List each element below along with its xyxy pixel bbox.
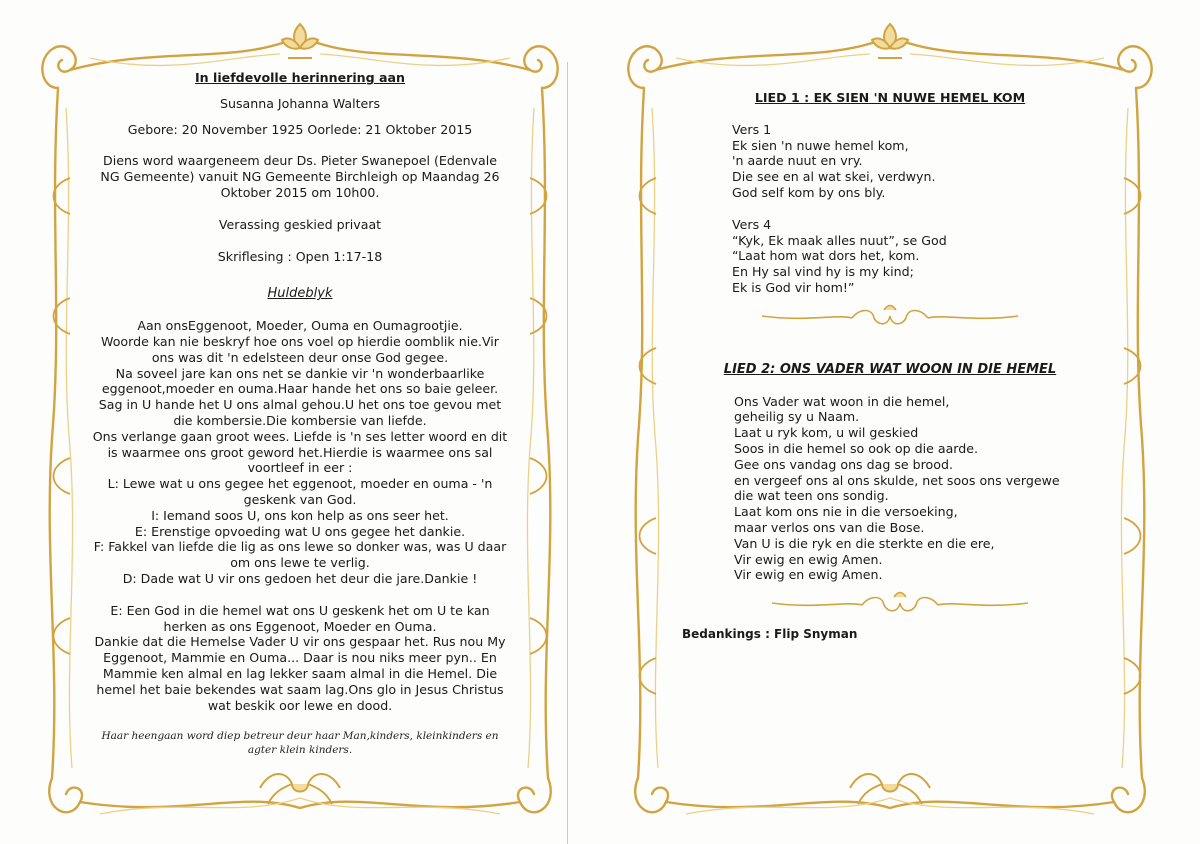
prayer-line: Van U is die ryk en die sterkte en die ere,: [734, 535, 995, 551]
bottom-fleur-ornament: [850, 774, 930, 804]
prayer-line: Ons Vader wat woon in die hemel,: [734, 393, 950, 409]
verse-line: Ek sien 'n nuwe hemel kom,: [732, 137, 909, 153]
service-details: Diens word waargeneem deur Ds. Pieter Swanepoel (Edenvale NG Gemeente) vanuit NG Gemeente Birchleigh op Maandag 26 Oktober 2015 om 10h00.: [100, 153, 500, 200]
closing-line: Dankie dat die Hemelse Vader U vir ons gespaar het. Rus nou My Eggenoot, Mammie en Ouma... Daar is nou niks meer pyn.. En Mammie ken almal en lag lekker saam almal in die Hemel. Die hemel het baie bekendes wat saam lag.Ons glo in Jesus Christus wat beskik oor lewe en dood.: [94, 634, 506, 713]
prayer-line: Vir ewig en ewig Amen.: [734, 567, 883, 583]
left-page: [30, 18, 570, 830]
verse-line: God self kom by ons bly.: [732, 184, 886, 200]
right-page-text: [682, 90, 1092, 643]
prayer-line: maar verlos ons van die Bose.: [734, 519, 925, 535]
prayer-line: Laat kom ons nie in die versoeking,: [734, 504, 958, 520]
verse-line: Ek is God vir hom!”: [732, 279, 855, 295]
prayer-line: en vergeef ons al ons skulde, net soos ons vergewe: [734, 472, 1060, 488]
closing-line: E: Een God in die hemel wat ons U geskenk het om U te kan herken as ons Eggenoot, Moeder en Ouma.: [110, 602, 490, 634]
verse-line: Die see en al wat skei, verdwyn.: [732, 169, 936, 185]
tribute-line: I: Iemand soos U, ons kon help as ons seer het.: [151, 507, 449, 523]
tribute-line: F: Fakkel van liefde die lig as ons lewe so donker was, was U daar om ons lewe te verlig.: [93, 539, 507, 571]
acknowledgements: Bedankings : Flip Snyman: [682, 627, 858, 642]
memorial-heading: In liefdevolle herinnering aan: [194, 70, 406, 85]
scripture-reading: Skriflesing : Open 1:17-18: [217, 248, 383, 264]
prayer-line: Gee ons vandag ons dag se brood.: [734, 456, 953, 472]
prayer-line: die wat teen ons sondig.: [734, 488, 889, 504]
prayer-line: Soos in die hemel so ook op die aarde.: [734, 440, 979, 456]
verse1-label: Vers 1: [732, 121, 772, 137]
verse-line: 'n aarde nuut en vry.: [732, 153, 863, 169]
prayer-line: Laat u ryk kom, u wil geskied: [734, 425, 919, 441]
tribute-line: Woorde kan nie beskryf hoe ons voel op hierdie oomblik nie.Vir ons was dit 'n edelsteen deur onse God gegee.: [101, 333, 499, 365]
cremation-note: Verassing geskied privaat: [218, 216, 382, 232]
right-page: [616, 18, 1164, 830]
verse-line: “Laat hom wat dors het, kom.: [732, 248, 920, 264]
tribute-line: E: Erenstige opvoeding wat U ons gegee het dankie.: [134, 523, 466, 539]
prayer-line: Vir ewig en ewig Amen.: [734, 551, 883, 567]
tribute-line: Ons verlange gaan groot wees. Liefde is 'n ses letter woord en dit is waarmee ons groot geword het.Hierdie is waarmee ons sal voortleef in eer :: [92, 428, 508, 476]
prayer-line: geheilig sy u Naam.: [734, 409, 860, 425]
left-page-text: [92, 70, 508, 757]
song2-title: LIED 2: ONS VADER WAT WOON IN DIE HEMEL: [723, 361, 1057, 377]
tribute-line: Aan onsEggenoot, Moeder, Ouma en Oumagrootjie.: [137, 318, 463, 334]
tribute-line: L: Lewe wat u ons gegee het eggenoot, moeder en ouma - 'n geskenk van God.: [107, 476, 493, 507]
bottom-fleur-ornament: [260, 774, 340, 804]
tribute-title: Huldeblyk: [267, 286, 333, 302]
tribute-line: Sag in U hande het U ons almal gehou.U het ons toe gevou met die kombersie.Die kombersie van liefde.: [98, 397, 502, 428]
birth-death-dates: Gebore: 20 November 1925 Oorlede: 21 Oktober 2015: [127, 121, 473, 137]
tribute-line: Na soveel jare kan ons net se dankie vir 'n wonderbaarlike eggenoot,moeder en ouma.Haar hande het ons so baie geleer.: [101, 365, 499, 397]
verse4-label: Vers 4: [732, 216, 772, 232]
top-fleur-ornament: [872, 24, 908, 58]
deceased-name: Susanna Johanna Walters: [219, 95, 381, 111]
top-fleur-ornament: [282, 24, 318, 58]
song1-title: LIED 1 : EK SIEN 'N NUWE HEMEL KOM: [754, 90, 1026, 105]
verse-line: “Kyk, Ek maak alles nuut”, se God: [732, 232, 947, 248]
mourned-by-note: Haar heengaan word diep betreur deur haar Man,kinders, kleinkinders en agter klein kinders.: [101, 730, 499, 757]
verse-line: En Hy sal vind hy is my kind;: [732, 264, 914, 280]
tribute-line: D: Dade wat U vir ons gedoen het deur die jare.Dankie !: [122, 570, 478, 586]
